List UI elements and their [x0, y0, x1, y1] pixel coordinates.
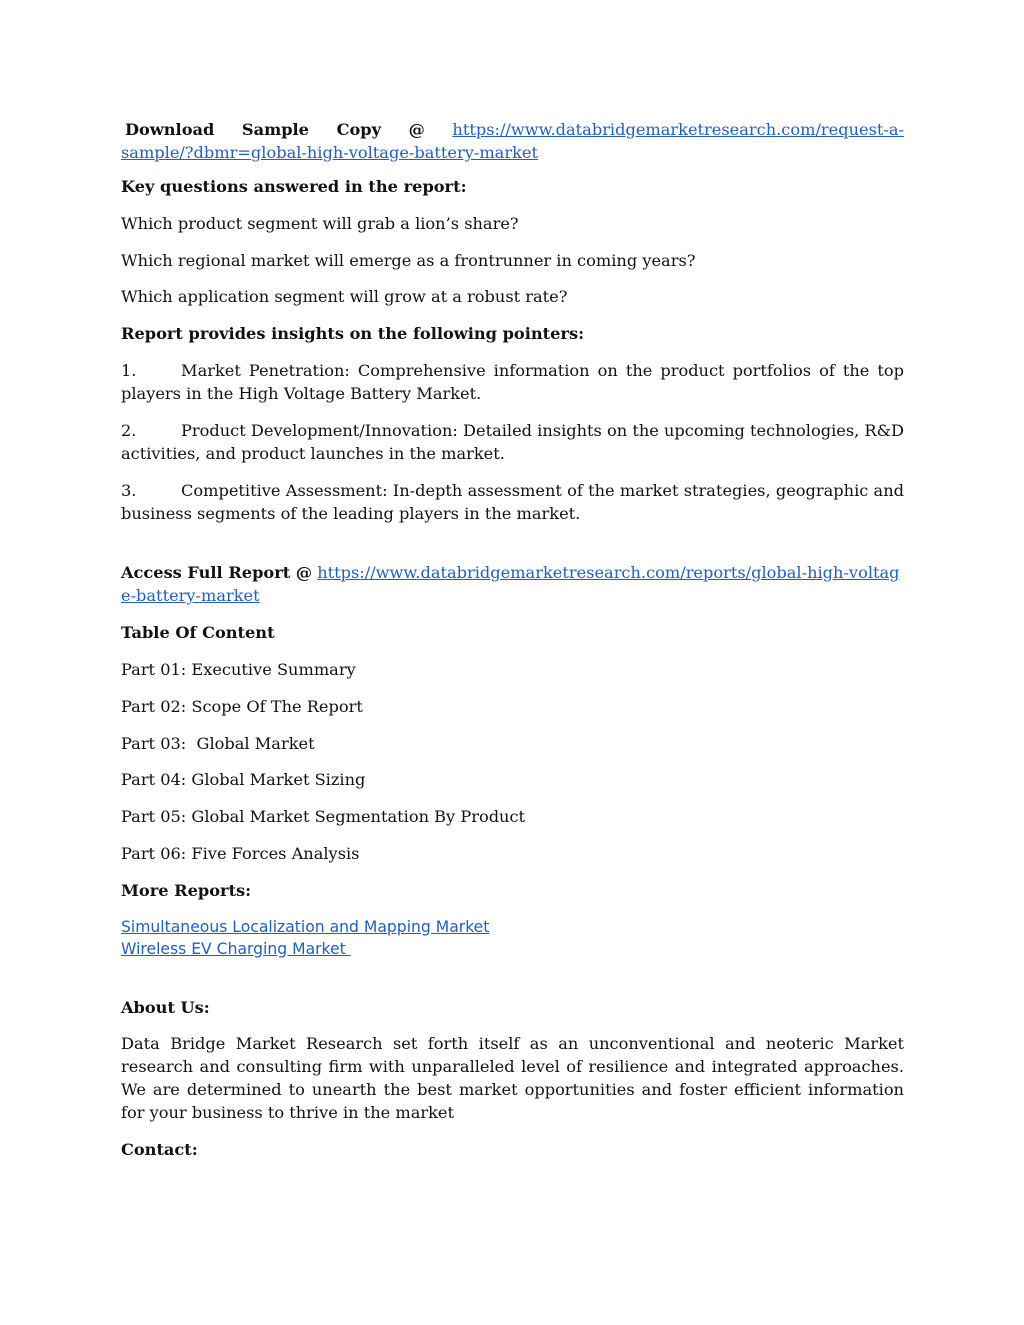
insight-item	[121, 359, 904, 405]
download-sample-line	[121, 118, 904, 141]
spacer	[121, 538, 904, 561]
download-sample-link-continued[interactable]: sample/?dbmr=global-high-voltage-battery-market	[121, 143, 538, 162]
download-sample-link[interactable]: https://www.databridgemarketresearch.com/request-a-	[452, 120, 904, 139]
access-full-report	[121, 561, 904, 607]
about-text: Data Bridge Market Research set forth itself as an unconventional and neoteric Market research and consulting firm with unparalleled level of resilience and integrated approaches. We are determined to unearth the best market opportunities and foster efficient information for your business to thrive in the market	[121, 1034, 904, 1123]
toc-item: Part 01: Executive Summary	[121, 659, 356, 679]
insight-text: Market Penetration: Comprehensive information on the product portfolios of the top players in the High Voltage Battery Market.	[121, 360, 904, 403]
insight-number: 3.	[121, 480, 137, 500]
insight-item	[121, 419, 904, 465]
contact-heading: Contact:	[121, 1140, 198, 1160]
toc-item: Part 06: Five Forces Analysis	[121, 843, 360, 863]
insight-text: Product Development/Innovation: Detailed insights on the upcoming technologies, R&D activities, and product launches in the market.	[121, 420, 904, 463]
toc-heading: Table Of Content	[121, 623, 275, 643]
more-reports-heading: More Reports:	[121, 880, 252, 900]
copy-word: Copy	[336, 120, 381, 139]
about-heading: About Us:	[121, 997, 210, 1017]
at-symbol: @	[408, 120, 425, 139]
insight-text: Competitive Assessment: In-depth assessment of the market strategies, geographic and business segments of the leading players in the market.	[121, 480, 904, 523]
insight-number: 2.	[121, 420, 137, 440]
toc-item: Part 03: Global Market	[121, 733, 315, 753]
key-question-item: Which regional market will emerge as a frontrunner in coming years?	[121, 250, 696, 270]
download-word: Download	[125, 120, 215, 139]
more-report-link[interactable]: Simultaneous Localization and Mapping Market	[121, 917, 490, 936]
sample-word: Sample	[241, 120, 309, 139]
more-report-link[interactable]: Wireless EV Charging Market	[121, 939, 351, 958]
more-reports-list	[121, 916, 904, 960]
toc-item: Part 04: Global Market Sizing	[121, 770, 366, 790]
insight-number: 1.	[121, 360, 137, 380]
full-report-link[interactable]: https://www.databridgemarketresearch.com/reports/global-high-voltage-battery-market	[121, 563, 900, 606]
access-full-report-label: Access Full Report @	[121, 563, 313, 583]
document-page	[121, 118, 904, 1175]
key-question-item: Which application segment will grow at a robust rate?	[121, 287, 568, 307]
key-questions-heading: Key questions answered in the report:	[121, 177, 467, 196]
download-sample-block	[121, 118, 904, 164]
insights-heading: Report provides insights on the following pointers:	[121, 324, 585, 344]
spacer	[121, 960, 904, 996]
toc-item: Part 02: Scope Of The Report	[121, 696, 363, 716]
toc-item: Part 05: Global Market Segmentation By Product	[121, 807, 526, 827]
key-question-item: Which product segment will grab a lion’s share?	[121, 213, 519, 233]
insight-item	[121, 479, 904, 525]
